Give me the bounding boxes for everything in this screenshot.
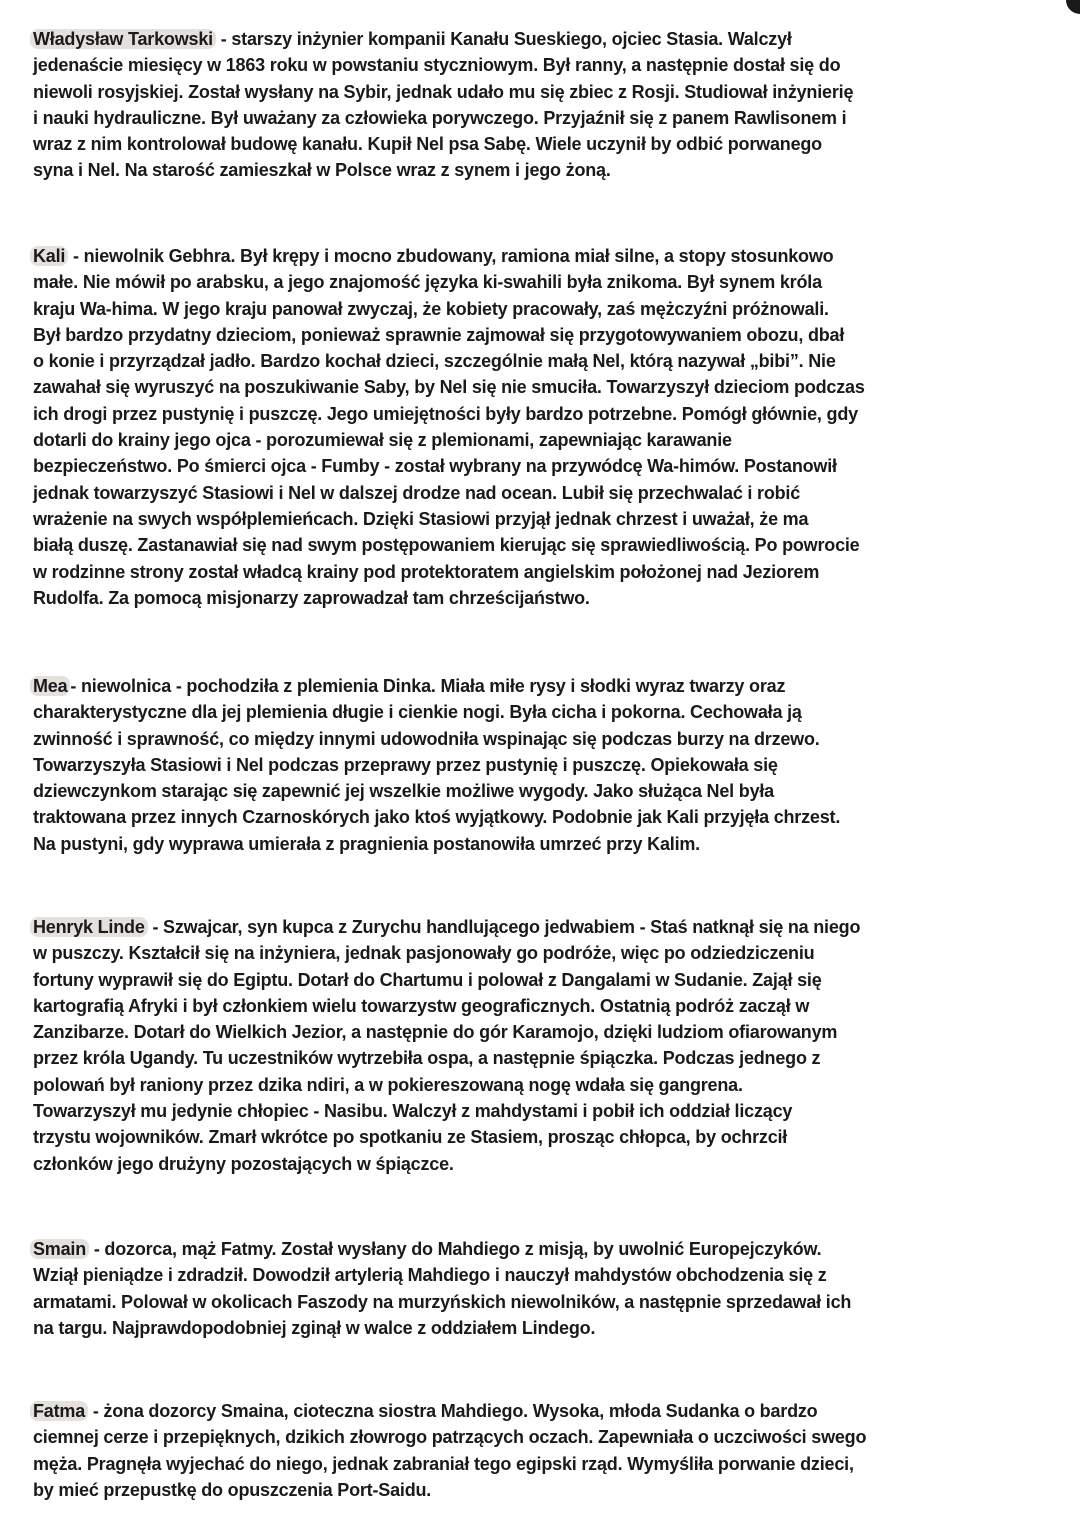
text-line: na targu. Najprawdopodobniej zginął w walce z oddziałem Lindego. [33,1317,596,1338]
text-line: męża. Pragnęła wyjechać do niego, jednak zabraniał tego egipski rząd. Wymyśliła porwanie dzieci, [33,1453,854,1474]
text-line: by mieć przepustkę do opuszczenia Port-Saidu. [33,1479,432,1500]
character-name: Mea [30,676,70,696]
text-line: kraju Wa-hima. W jego kraju panował zwyczaj, że kobiety pracowały, zaś mężczyźni próżnowali. [33,298,829,319]
character-name: Henryk Linde [30,917,148,937]
text-line [33,1236,1053,1262]
description-start: - starszy inżynier kompanii Kanału Sueskiego, ojciec Stasia. Walczył [215,29,792,49]
text-line: o konie i przyrządzał jadło. Bardzo kochał dzieci, szczególnie małą Nel, którą nazywał „bibi”. Nie [33,351,836,372]
description-start: - niewolnica - pochodziła z plemienia Dinka. Miała miłe rysy i słodki wyraz twarzy oraz [70,676,786,696]
description-start: - żona dozorcy Smaina, cioteczna siostra Mahdiego. Wysoka, młoda Sudanka o bardzo [88,1401,818,1421]
character-name: Kali [30,246,68,266]
text-line: Zanzibarze. Dotarł do Wielkich Jezior, a następnie do gór Karamojo, dzięki ludziom ofiarowanym [33,1022,838,1043]
text-line: członków jego drużyny pozostających w śpiączce. [33,1153,454,1174]
text-line: niewoli rosyjskiej. Został wysłany na Sybir, jednak udało mu się zbiec z Rosji. Studiował inżynierię [33,81,854,102]
character-section [33,1236,1053,1341]
text-line: polowań był raniony przez dzika ndiri, a w pokiereszowaną nogę wdała się gangrena. [33,1074,743,1095]
text-line [33,1398,1053,1424]
text-line [33,914,1053,940]
text-line: jedenaście miesięcy w 1863 roku w powstaniu styczniowym. Był ranny, a następnie dostał się do [33,55,841,76]
text-line: trzystu wojowników. Zmarł wkrótce po spotkaniu ze Stasiem, prosząc chłopca, by ochrzcił [33,1127,788,1148]
text-line: Towarzyszył mu jedynie chłopiec - Nasibu. Walczył z mahdystami i pobił ich oddział liczący [33,1101,793,1122]
description-start: - niewolnik Gebhra. Był krępy i mocno zbudowany, ramiona miał silne, a stopy stosunkowo [68,246,834,266]
text-line: Na pustyni, gdy wyprawa umierała z pragnienia postanowiła umrzeć przy Kalim. [33,833,700,854]
text-line [33,243,1053,269]
character-section [33,914,1053,1177]
character-section [33,26,1053,184]
text-line: zawahał się wyruszyć na poszukiwanie Saby, by Nel się nie smuciła. Towarzyszył dzieciom podczas [33,377,865,398]
text-line: kartografią Afryki i był członkiem wielu towarzystw geograficznych. Ostatnią podróż zaczął w [33,995,810,1016]
text-line: fortuny wyprawił się do Egiptu. Dotarł do Chartumu i polował z Dangalami w Sudanie. Zajął się [33,969,822,990]
text-line: charakterystyczne dla jej plemienia długie i cienkie nogi. Była cicha i pokorna. Cechowała ją [33,702,802,723]
character-name: Władysław Tarkowski [30,29,216,49]
description-start: - Szwajcar, syn kupca z Zurychu handlującego jedwabiem - Staś natknął się na niego [147,917,861,937]
text-line: i nauki hydrauliczne. Był uważany za człowieka porywczego. Przyjaźnił się z panem Rawlisonem i [33,107,847,128]
character-section [33,673,1053,857]
text-line: bezpieczeństwo. Po śmierci ojca - Fumby - został wybrany na przywódcę Wa-himów. Postanowił [33,456,837,477]
text-line: armatami. Polował w okolicach Faszody na murzyńskich niewolników, a następnie sprzedawał ich [33,1291,852,1312]
text-line: ich drogi przez pustynię i puszczę. Jego umiejętności były bardzo potrzebne. Pomógł głównie, gdy [33,403,858,424]
character-name: Fatma [30,1401,88,1421]
text-line: białą duszę. Zastanawiał się nad swym postępowaniem kierując się sprawiedliwością. Po powrocie [33,535,860,556]
text-line: dziewczynkom starając się zapewnić jej wszelkie możliwe wygody. Jako służąca Nel była [33,781,774,802]
text-line [33,673,1053,699]
text-line [33,26,1053,52]
text-line: ciemnej cerze i przepięknych, dzikich złowrogo patrzących oczach. Zapewniała o uczciwości swego [33,1427,867,1448]
page-corner [1066,0,1080,14]
text-line: zwinność i sprawność, co między innymi udowodniła wspinając się podczas burzy na drzewo. [33,728,820,749]
text-line: Towarzyszyła Stasiowi i Nel podczas przeprawy przez pustynię i puszczę. Opiekowała się [33,754,778,775]
character-section [33,1398,1053,1503]
text-line: w rodzinne strony został władcą krainy pod protektoratem angielskim położonej nad Jeziorem [33,561,820,582]
text-line: dotarli do krainy jego ojca - porozumiewał się z plemionami, zapewniając karawanie [33,430,732,451]
description-start: - dozorca, mąż Fatmy. Został wysłany do Mahdiego z misją, by uwolnić Europejczyków. [89,1239,822,1259]
text-line: przez króla Ugandy. Tu uczestników wytrzebiła ospa, a następnie śpiączka. Podczas jednego z [33,1048,821,1069]
text-line: Był bardzo przydatny dzieciom, ponieważ sprawnie zajmował się przygotowywaniem obozu, dbał [33,324,845,345]
text-line: wraz z nim kontrolował budowę kanału. Kupił Nel psa Sabę. Wiele uczynił by odbić porwanego [33,134,822,155]
text-line: w puszczy. Kształcił się na inżyniera, jednak pasjonowały go podróże, więc po odziedziczeniu [33,943,815,964]
text-line: syna i Nel. Na starość zamieszkał w Polsce wraz z synem i jego żoną. [33,160,611,181]
text-line: jednak towarzyszyć Stasiowi i Nel w dalszej drodze nad ocean. Lubił się przechwalać i robić [33,482,801,503]
text-line: wrażenie na swych współplemieńcach. Dzięki Stasiowi przyjął jednak chrzest i uważał, że ma [33,508,809,529]
text-line: Wziął pieniądze i zdradził. Dowodził artylerią Mahdiego i nauczył mahdystów obchodzenia się z [33,1265,827,1286]
character-section [33,243,1053,611]
text-line: Rudolfa. Za pomocą misjonarzy zaprowadzał tam chrześcijaństwo. [33,587,590,608]
text-line: małe. Nie mówił po arabsku, a jego znajomość języka ki-swahili była znikoma. Był synem króla [33,272,822,293]
character-name: Smain [30,1239,89,1259]
text-line: traktowana przez innych Czarnoskórych jako ktoś wyjątkowy. Podobnie jak Kali przyjęła chrzest. [33,807,841,828]
